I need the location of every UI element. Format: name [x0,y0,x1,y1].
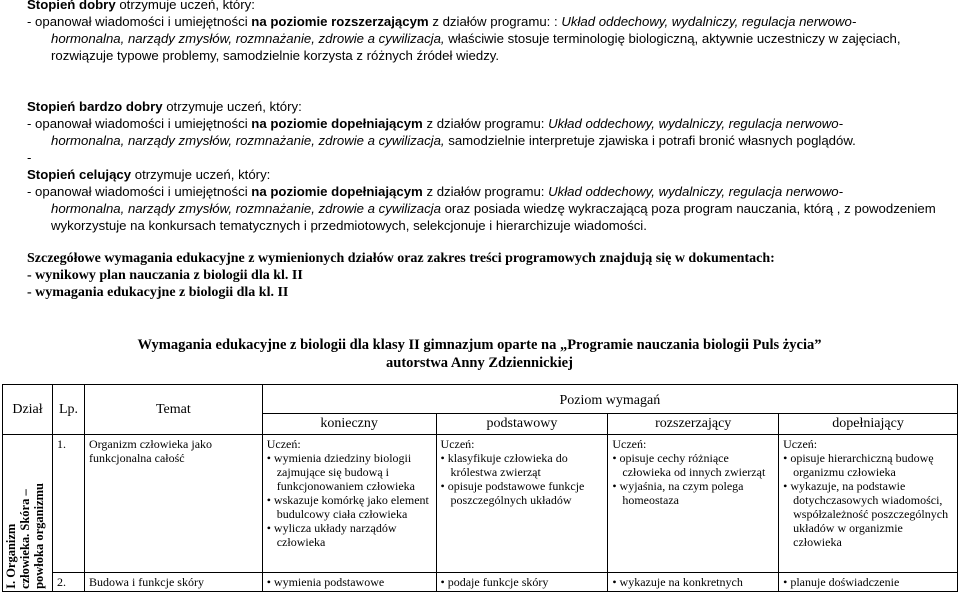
list-item: • wyjaśnia, na czym polega homeostaza [612,479,744,507]
grade-good-l2b: właściwie stosuje terminologię biologiczną, aktywnie uczestniczy w zajęciach, [444,31,901,46]
row1-rozszerzajacy [608,435,779,573]
row1-lp: 1. [52,435,84,573]
level-rozszerzajacy-header: rozszerzający [608,414,779,435]
grade-excellent-line3: wykorzystuje na konkursach tematycznych i przedmiotowych, selekcjonuje i hierarchizuje wiadomości. [51,218,647,233]
grade-excellent-l1d: Układ oddechowy, wydalniczy, regulacja nerwowo- [548,184,844,199]
list-item-text: opisuje hierarchiczną budowę organizmu człowieka [790,451,934,479]
list-item-text: opisuje cechy różniące człowieka od innych zwierząt [619,451,766,479]
list-item: • wylicza układy narządów człowieka [266,521,397,549]
grade-excellent-line1 [27,183,957,200]
grade-excellent-l2b: oraz posiada wiedzę wykraczającą poza program nauczania, którą , z powodzeniem [440,201,936,216]
list-item: • wymienia dziedziny biologii zajmujące się budową i funkcjonowaniem człowieka [266,451,415,493]
col-lp-header: Lp. [52,385,84,435]
list-item-text: wyjaśnia, na czym polega homeostaza [619,479,744,507]
table-title-line1: Wymagania edukacyjne z biologii dla klasy II gimnazjum oparte na „Programie nauczania biologii Puls życia” [137,337,822,353]
col-poziom-header: Poziom wymagań [262,385,957,414]
grade-very-good-intro: otrzymuje uczeń, który: [162,99,302,114]
row2-topic: Budowa i funkcje skóry [84,573,262,592]
grade-good-line2 [27,30,957,47]
grade-excellent-l1c: z działów programu: [422,184,549,199]
table-title [0,336,959,372]
section-label-line2: człowieka. Skóra – [18,489,32,589]
section-label-line1: I. Organizm [4,523,18,589]
grade-good-l1d: Układ oddechowy, wydalniczy, regulacja nerwowo- [561,14,857,29]
row1-rozszerzajacy-uczen: Uczeń: [612,437,647,451]
table-row [3,435,958,573]
row2-rozszerzajacy: • wykazuje na konkretnych [608,573,779,592]
row1-dopelniajacy-uczen: Uczeń: [783,437,818,451]
grade-very-good-heading: Stopień bardzo dobry [27,99,163,114]
list-item-text: wykazuje na konkretnych [619,575,743,589]
grade-very-good-l1c: z działów programu: [422,116,549,131]
list-item-text: wymienia dziedziny biologii zajmujące się budową i funkcjonowaniem człowieka [273,451,415,493]
level-konieczny-header: konieczny [262,414,436,435]
row1-konieczny-uczen: Uczeń: [266,437,301,451]
grade-good-line3: rozwiązuje typowe problemy, samodzielnie korzysta z różnych źródeł wiedzy. [51,48,500,63]
list-item: • opisuje hierarchiczną budowę organizmu człowieka [783,451,934,479]
grade-good-l1c: z działów programu: : [428,14,562,29]
list-item-text: podaje funkcje skóry [447,575,549,589]
documents-heading: Szczegółowe wymagania edukacyjne z wymienionych działów oraz zakres treści programowych znajdują się w dokumentach: [27,251,775,266]
row2-konieczny: • wymienia podstawowe [262,573,436,592]
list-item: • wskazuje komórkę jako element budulcowy ciała człowieka [266,493,429,521]
list-item-text: opisuje podstawowe funkcje poszczególnych układów [447,479,585,507]
list-item: • klasyfikuje człowieka do królestwa zwierząt [440,451,568,479]
row1-dopelniajacy [779,435,958,573]
grade-good-heading: Stopień dobry [27,0,116,12]
list-item: • opisuje cechy różniące człowieka od innych zwierząt [612,451,766,479]
grade-excellent-l2a: hormonalna, narządy zmysłów, rozmnażanie, zdrowie a cywilizacja [51,201,441,216]
list-item-text: klasyfikuje człowieka do królestwa zwierząt [447,451,568,479]
col-dzial-header: Dział [3,385,53,435]
list-item: • wykazuje, na podstawie dotychczasowych wiadomości, współzależność poszczególnych układów w organizmie człowieka [783,479,949,549]
row1-podstawowy [436,435,608,573]
level-dopelniajacy-header: dopełniający [779,414,958,435]
grade-very-good-dash: - [27,150,32,165]
documents-item-plan: - wynikowy plan nauczania z biologii dla kl. II [27,268,303,283]
grade-excellent-heading-line [27,166,957,183]
grade-very-good-line1 [27,115,957,132]
grade-good-l2a: hormonalna, narządy zmysłów, rozmnażanie, zdrowie a cywilizacja, [51,31,445,46]
grade-good-intro: otrzymuje uczeń, który: [115,0,255,12]
row2-podstawowy: • podaje funkcje skóry [436,573,608,592]
grade-very-good-heading-line [27,98,957,115]
grade-very-good-l2b: samodzielnie interpretuje zjawiska i potrafi bronić własnych poglądów. [444,133,856,148]
row1-konieczny [262,435,436,573]
grade-excellent-l1a: - opanował wiadomości i umiejętności [27,184,252,199]
table-row [3,573,958,592]
list-item: • opisuje podstawowe funkcje poszczególnych układów [440,479,585,507]
grade-good-heading-line [27,0,957,13]
list-item-text: wylicza układy narządów człowieka [273,521,397,549]
grade-excellent-line2 [27,200,957,217]
grade-very-good-l1b: na poziomie dopełniającym [251,116,423,131]
section-label-line3: powłoka organizmu [32,483,46,589]
grade-very-good-l1a: - opanował wiadomości i umiejętności [27,116,252,131]
list-item-text: wykazuje, na podstawie dotychczasowych wiadomości, współzależność poszczególnych układów w organizmie człowieka [790,479,949,549]
grade-good-section [27,0,957,64]
grade-very-good-l2a: hormonalna, narządy zmysłów, rozmnażanie, zdrowie a cywilizacja, [51,133,445,148]
grade-excellent-l1b: na poziomie dopełniającym [251,184,423,199]
requirements-table [2,384,958,592]
grade-very-good-line2 [27,132,957,149]
grade-good-line1 [27,13,957,30]
col-temat-header: Temat [84,385,262,435]
section-label [4,483,46,589]
row1-podstawowy-uczen: Uczeń: [440,437,475,451]
documents-section [27,250,957,301]
grade-good-l1a: - opanował wiadomości i umiejętności [27,14,252,29]
list-item-text: wymienia podstawowe [273,575,385,589]
table-title-line2: autorstwa Anny Zdziennickiej [386,355,573,371]
list-item-text: wskazuje komórkę jako element budulcowy ciała człowieka [273,493,429,521]
grade-excellent-section [27,166,957,234]
list-item-text: planuje doświadczenie [790,575,900,589]
grade-very-good-l1d: Układ oddechowy, wydalniczy, regulacja nerwowo- [548,116,844,131]
row2-lp: 2. [52,573,84,592]
grade-good-l1b: na poziomie rozszerzającym [251,14,429,29]
grade-very-good-section [27,98,957,166]
level-podstawowy-header: podstawowy [436,414,608,435]
documents-item-requirements: - wymagania edukacyjne z biologii dla kl. II [27,285,289,300]
section-label-cell [3,435,53,592]
table-header-row [3,385,958,414]
grade-excellent-intro: otrzymuje uczeń, który: [131,167,271,182]
row1-topic: Organizm człowieka jako funkcjonalna całość [84,435,262,573]
grade-excellent-heading: Stopień celujący [27,167,132,182]
row2-dopelniajacy: • planuje doświadczenie [779,573,958,592]
